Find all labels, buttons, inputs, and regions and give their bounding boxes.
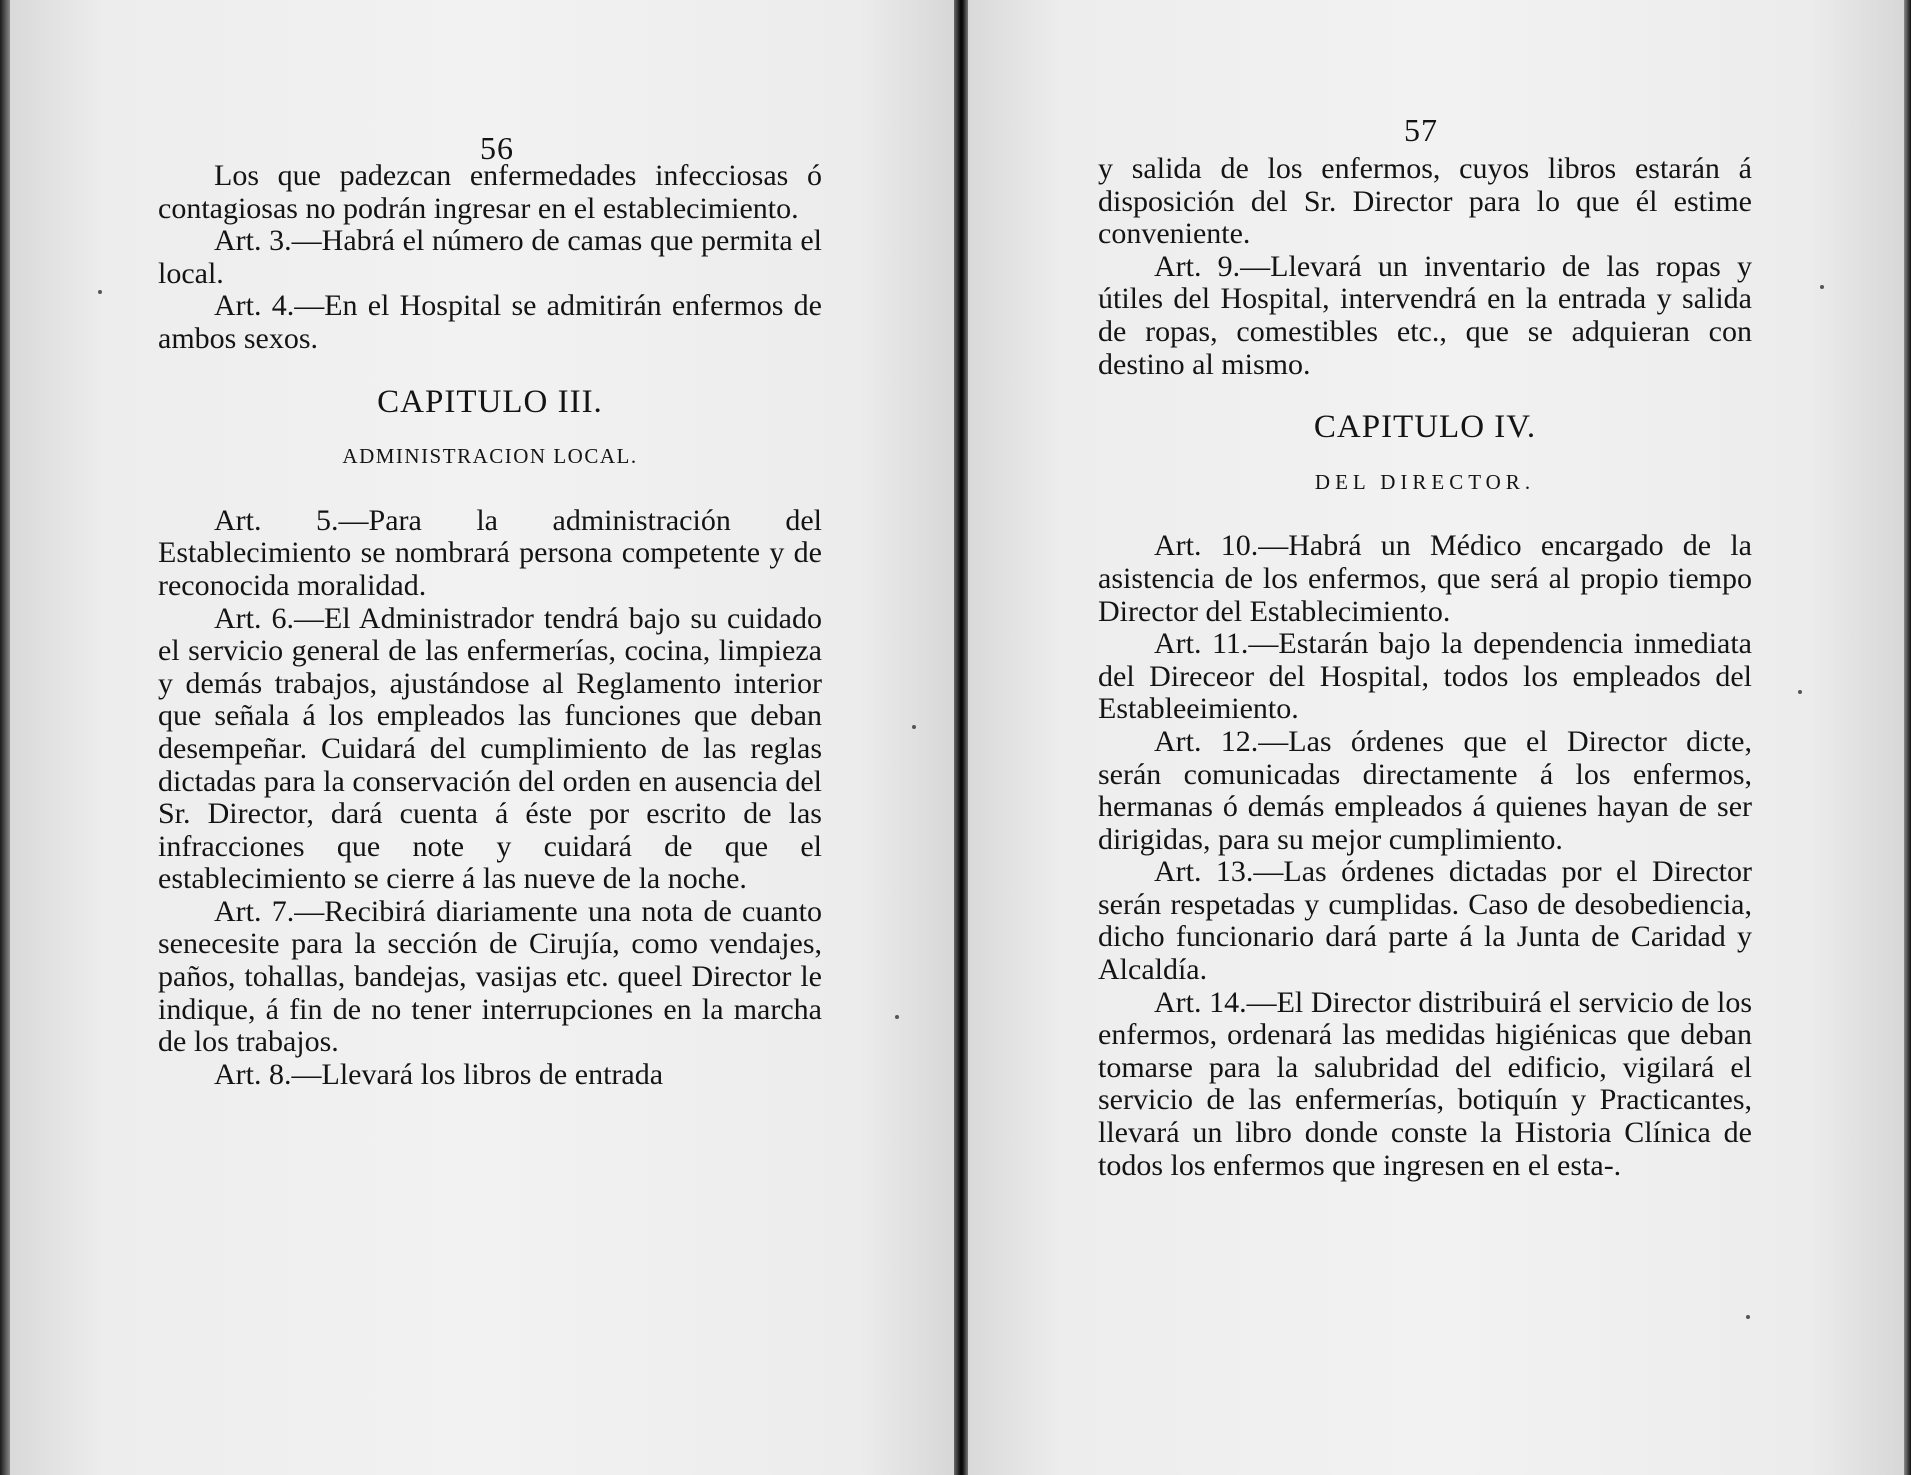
book-gutter (954, 0, 968, 1475)
chapter-subtitle: DEL DIRECTOR. (1314, 469, 1536, 494)
article-9: Art. 9.—Llevará un inventario de las ropas y útiles del Hospital, intervendrá en la entrada y salida de ropas, comestibles etc., que se adquieran con destino al mismo. (1098, 249, 1752, 381)
book-edge-right (1904, 0, 1911, 1475)
article-4: Art. 4.—En el Hospital se admitirán enfermos de ambos sexos. (158, 289, 822, 355)
paper-speck (912, 725, 916, 729)
article-14: Art. 14.—El Director distribuirá el servicio de los enfermos, ordenará las medidas higiénicas que deban tomarse para la salubridad del edificio, vigilará el servicio de las enfermerías, botiquín y Practicantes, llevará un libro donde conste la Historia Clínica de todos los enfermos que ingresen en el esta-. (1098, 985, 1752, 1182)
chapter-title: CAPITULO IV. (1313, 409, 1537, 446)
paper-speck (1746, 1315, 1750, 1319)
left-page-text (158, 160, 822, 1091)
article-8: Art. 8.—Llevará los libros de entrada (214, 1057, 664, 1091)
book-edge-left (0, 0, 10, 1475)
chapter-title: CAPITULO III. (377, 383, 603, 420)
article-10: Art. 10.—Habrá un Médico encargado de la asistencia de los enfermos, que será al propio tiempo Director del Establecimiento. (1098, 529, 1752, 628)
article-13: Art. 13.—Las órdenes dictadas por el Director serán respetadas y cumplidas. Caso de desobediencia, dicho funcionario dará parte á la Junta de Caridad y Alcaldía. (1098, 855, 1752, 987)
continuation-paragraph: y salida de los enfermos, cuyos libros estarán á disposición del Sr. Director para lo que él estime conveniente. (1098, 152, 1752, 251)
paper-speck (1798, 690, 1802, 694)
intro-paragraph: Los que padezcan enfermedades infecciosas ó contagiosas no podrán ingresar en el establecimiento. (158, 159, 822, 225)
page-number-right: 57 (1404, 112, 1438, 148)
right-page (968, 0, 1904, 1475)
paper-speck (895, 1015, 899, 1019)
paper-speck (1820, 285, 1824, 289)
page-number-left: 56 (480, 130, 514, 166)
article-5: Art. 5.—Para la administración del Establecimiento se nombrará persona competente y de reconocida moralidad. (158, 503, 822, 602)
article-3: Art. 3.—Habrá el número de camas que permita el local. (158, 224, 822, 290)
article-6: Art. 6.—El Administrador tendrá bajo su cuidado el servicio general de las enfermerías, cocina, limpieza y demás trabajos, ajustándose al Reglamento interior que señala á los empleados las funciones que deban desempeñar. Cuidará del cumplimiento de las reglas dictadas para la conservación del orden en ausencia del Sr. Director, dará cuenta á éste por escrito de las infracciones que note y cuidará de que el establecimiento se cierre á las nueve de la noche. (158, 601, 822, 896)
paper-speck (98, 290, 102, 294)
article-11: Art. 11.—Estarán bajo la dependencia inmediata del Direceor del Hospital, todos los empleados del Estableeimiento. (1098, 627, 1752, 726)
article-7: Art. 7.—Recibirá diariamente una nota de cuanto senecesite para la sección de Cirujía, como vendajes, paños, tohallas, bandejas, vasijas etc. queel Director le indique, á fin de no tener interrupciones en la marcha de los trabajos. (158, 894, 822, 1059)
left-page (10, 0, 954, 1475)
article-12: Art. 12.—Las órdenes que el Director dicte, serán comunicadas directamente á los enfermos, hermanas ó demás empleados á quienes hayan de ser dirigidas, para su mejor cumplimiento. (1098, 724, 1752, 856)
right-page-text (1098, 153, 1752, 1182)
chapter-subtitle: ADMINISTRACION LOCAL. (342, 444, 638, 469)
